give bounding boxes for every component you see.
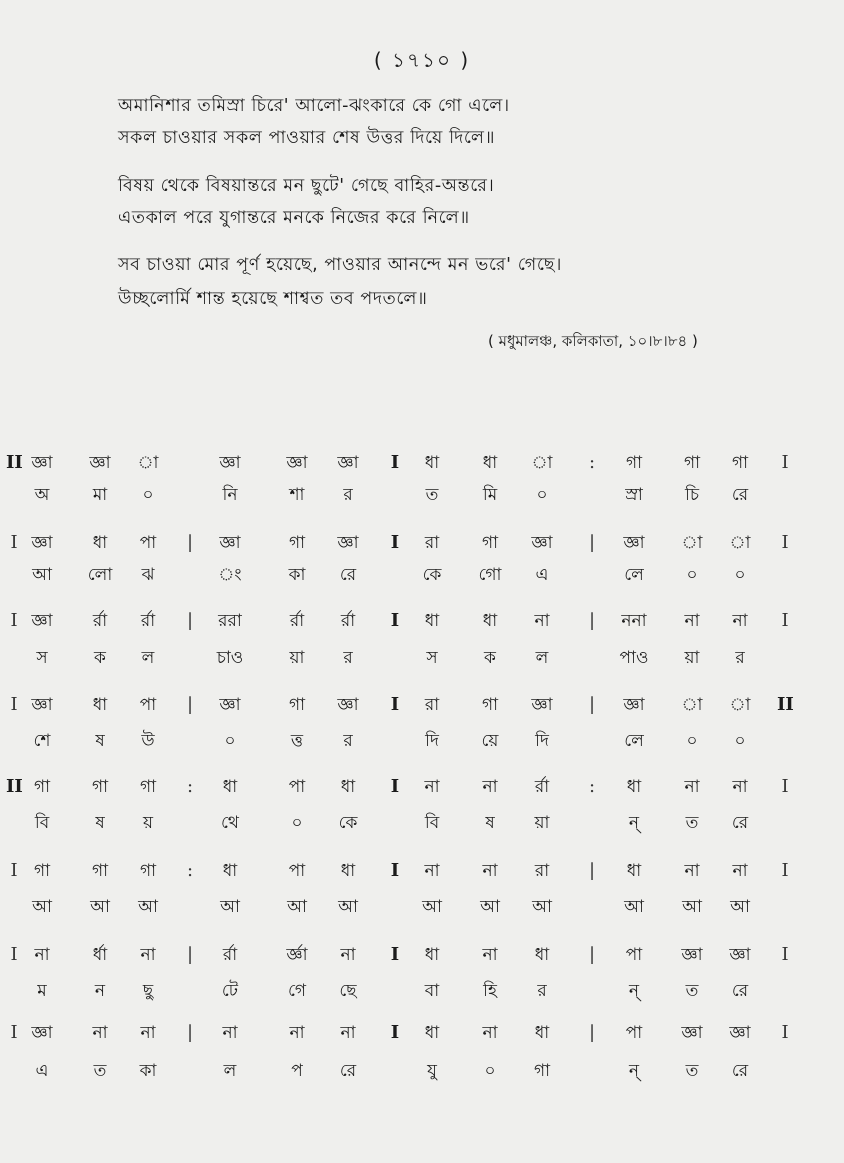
swara-note: ধা xyxy=(222,777,238,797)
swara-note: না xyxy=(424,777,440,797)
swara-note: রা xyxy=(534,861,550,881)
lyric-syllable: আ xyxy=(480,897,500,917)
swara-note: ধা xyxy=(534,1023,550,1043)
lyric-syllable: স xyxy=(426,648,438,668)
notation-lyric-row xyxy=(0,643,844,673)
swara-note: ধা xyxy=(92,533,108,553)
lyric-syllable: ম xyxy=(37,981,47,1001)
lyric-line: সব চাওয়া মোর পূর্ণ হয়েছে, পাওয়ার আনন্দে মন ভরে' গেছে। xyxy=(118,255,562,275)
swara-note: র্রা xyxy=(222,945,238,965)
lyric-syllable: আ xyxy=(220,897,240,917)
swara-note: না xyxy=(482,861,498,881)
lyric-syllable: মি xyxy=(482,485,498,505)
swara-note: ধা xyxy=(482,611,498,631)
swara-note: জ্ঞা xyxy=(681,1023,703,1043)
swara-note: া xyxy=(681,533,703,553)
beat-divider: | xyxy=(588,694,596,715)
swara-note: পা xyxy=(288,861,306,881)
lyric-syllable: ০ xyxy=(142,485,154,505)
swara-note: না xyxy=(92,1023,108,1043)
lyric-syllable: বি xyxy=(424,813,440,833)
open-bar-line: I xyxy=(10,1022,18,1043)
swara-note: জ্ঞা xyxy=(286,453,308,473)
lyric-syllable: র xyxy=(343,731,353,751)
lyric-syllable: আ xyxy=(32,565,52,585)
swara-note: গা xyxy=(683,453,701,473)
swara-note: না xyxy=(140,1023,156,1043)
lyric-line: অমানিশার তমিস্রা চিরে' আলো-ঝংকারে কে গো এলে। xyxy=(118,96,510,116)
swara-note: না xyxy=(684,611,700,631)
swara-note: র্রা xyxy=(534,777,550,797)
swara-note: জ্ঞা xyxy=(337,453,359,473)
lyric-syllable: আ xyxy=(532,897,552,917)
lyric-syllable: ল xyxy=(141,648,155,668)
lyric-syllable: আ xyxy=(730,897,750,917)
lyric-syllable: আ xyxy=(287,897,307,917)
swara-note: গা xyxy=(33,861,51,881)
open-bar-line: I xyxy=(10,610,18,631)
swara-note: গা xyxy=(33,777,51,797)
lyric-syllable: ক xyxy=(484,648,496,668)
lyric-syllable: ত xyxy=(685,813,699,833)
swara-note: না xyxy=(424,861,440,881)
swara-note: পা xyxy=(625,945,643,965)
swara-note: জ্ঞা xyxy=(31,533,53,553)
beat-divider: | xyxy=(588,944,596,965)
beat-divider: | xyxy=(186,694,194,715)
swara-note: পা xyxy=(625,1023,643,1043)
lyric-syllable: ত্ত xyxy=(290,731,304,751)
lyric-syllable: ত xyxy=(93,1061,107,1081)
swara-note: রা xyxy=(424,533,440,553)
lyric-syllable: কা xyxy=(139,1061,157,1081)
swara-note: না xyxy=(534,611,550,631)
swara-note: না xyxy=(34,945,50,965)
swara-note: ধা xyxy=(482,453,498,473)
swara-note: ধা xyxy=(534,945,550,965)
lyric-syllable: ক xyxy=(94,648,106,668)
notation-lyric-row xyxy=(0,808,844,838)
swara-note: ধা xyxy=(424,945,440,965)
lyric-syllable: রে xyxy=(339,565,357,585)
lyric-line: বিষয় থেকে বিষয়ান্তরে মন ছুটে' গেছে বাহির-অন্তরে। xyxy=(118,176,495,196)
lyric-syllable: র xyxy=(735,648,745,668)
lyric-syllable: য়ে xyxy=(481,731,499,751)
notation-row xyxy=(0,772,844,802)
lyric-syllable: রে xyxy=(339,1061,357,1081)
swara-note: না xyxy=(482,777,498,797)
lyric-syllable: ন্ xyxy=(628,813,640,833)
lyric-syllable: লে xyxy=(624,731,644,751)
close-bar-line: I xyxy=(781,860,789,881)
swara-note: না xyxy=(340,945,356,965)
swara-note: জ্ঞা xyxy=(531,695,553,715)
swara-note: জ্ঞা xyxy=(219,533,241,553)
lyric-syllable: র xyxy=(343,485,353,505)
lyric-syllable: অ xyxy=(34,485,50,505)
notation-lyric-row xyxy=(0,1056,844,1086)
swara-note: গা xyxy=(139,861,157,881)
lyric-syllable: ন xyxy=(94,981,106,1001)
lyric-syllable: দি xyxy=(425,731,439,751)
notation-row xyxy=(0,940,844,970)
swara-note: গা xyxy=(139,777,157,797)
beat-divider: | xyxy=(186,532,194,553)
lyric-syllable: ০ xyxy=(291,813,303,833)
swara-note: র্রা xyxy=(140,611,156,631)
lyric-syllable: শা xyxy=(289,485,305,505)
swara-note: না xyxy=(482,1023,498,1043)
swara-note: ররা xyxy=(218,611,242,631)
lyric-syllable: এ xyxy=(535,565,549,585)
lyric-syllable: ছু xyxy=(142,981,154,1001)
lyric-syllable: ষ xyxy=(95,813,105,833)
beat-divider: | xyxy=(588,860,596,881)
lyric-syllable: য়া xyxy=(534,813,550,833)
lyric-syllable: যু xyxy=(427,1061,437,1081)
swara-note: ধা xyxy=(424,1023,440,1043)
swara-note: না xyxy=(684,777,700,797)
open-bar-line: I xyxy=(10,944,18,965)
swara-note: গা xyxy=(288,695,306,715)
composition-credit: ( মধুমালঞ্চ, কলিকাতা, ১০।৮।৮৪ ) xyxy=(488,332,698,350)
beat-divider: : xyxy=(588,452,596,473)
lyric-syllable: আ xyxy=(338,897,358,917)
swara-note: জ্ঞা xyxy=(531,533,553,553)
swara-note: পা xyxy=(288,777,306,797)
swara-note: জ্ঞা xyxy=(623,533,645,553)
swara-note: ধা xyxy=(424,611,440,631)
lyric-syllable: নি xyxy=(222,485,238,505)
beat-divider: I xyxy=(390,1022,400,1043)
lyric-syllable: স xyxy=(36,648,48,668)
beat-divider: I xyxy=(390,532,400,553)
lyric-syllable: হি xyxy=(483,981,497,1001)
lyric-syllable: ত xyxy=(685,1061,699,1081)
swara-note: না xyxy=(732,861,748,881)
swara-note: ধা xyxy=(340,777,356,797)
lyric-syllable: রে xyxy=(731,1061,749,1081)
lyric-syllable: আ xyxy=(90,897,110,917)
lyric-syllable: উ xyxy=(141,731,155,751)
swara-note: না xyxy=(289,1023,305,1043)
swara-note: না xyxy=(222,1023,238,1043)
swara-note: পা xyxy=(139,533,157,553)
lyric-line: এতকাল পরে যুগান্তরে মনকে নিজের করে নিলে॥ xyxy=(118,208,470,228)
lyric-syllable: ং xyxy=(218,565,242,585)
lyric-syllable: স্রা xyxy=(625,485,643,505)
swara-note: না xyxy=(482,945,498,965)
lyric-syllable: ল xyxy=(223,1061,237,1081)
swara-note: জ্ঞা xyxy=(31,611,53,631)
close-bar-line: II xyxy=(777,694,794,715)
swara-note: জ্ঞা xyxy=(729,1023,751,1043)
swara-note: জ্ঞা xyxy=(623,695,645,715)
swara-note: না xyxy=(732,611,748,631)
beat-divider: I xyxy=(390,452,400,473)
notation-lyric-row xyxy=(0,726,844,756)
lyric-syllable: চাও xyxy=(216,648,244,668)
lyric-syllable: ত xyxy=(685,981,699,1001)
lyric-syllable: কা xyxy=(288,565,306,585)
swara-note: র্রা xyxy=(289,611,305,631)
lyric-syllable: চি xyxy=(684,485,700,505)
swara-note: ধা xyxy=(626,777,642,797)
lyric-syllable: র xyxy=(343,648,353,668)
swara-note: না xyxy=(732,777,748,797)
lyric-syllable: কে xyxy=(338,813,358,833)
swara-note: জ্ঞা xyxy=(337,533,359,553)
notation-row xyxy=(0,856,844,886)
lyric-syllable: আ xyxy=(422,897,442,917)
notation-row xyxy=(0,1018,844,1048)
swara-note: জ্ঞা xyxy=(219,695,241,715)
lyric-syllable: আ xyxy=(32,897,52,917)
lyric-syllable: ০ xyxy=(734,565,746,585)
swara-note: া xyxy=(137,453,159,473)
lyric-syllable: য়া xyxy=(289,648,305,668)
beat-divider: : xyxy=(186,776,194,797)
close-bar-line: I xyxy=(781,532,789,553)
lyric-syllable: ত xyxy=(425,485,439,505)
close-bar-line: I xyxy=(781,776,789,797)
beat-divider: | xyxy=(186,610,194,631)
beat-divider: I xyxy=(390,776,400,797)
swara-note: গা xyxy=(481,533,499,553)
swara-note: জ্ঞা xyxy=(219,453,241,473)
lyric-syllable: ছে xyxy=(339,981,357,1001)
lyric-syllable: গা xyxy=(533,1061,551,1081)
lyric-syllable: লে xyxy=(624,565,644,585)
notation-row xyxy=(0,528,844,558)
beat-divider: | xyxy=(588,1022,596,1043)
beat-divider: : xyxy=(588,776,596,797)
lyric-syllable: ০ xyxy=(734,731,746,751)
swara-note: জ্ঞা xyxy=(89,453,111,473)
beat-divider: | xyxy=(588,532,596,553)
lyric-syllable: ন্ xyxy=(628,981,640,1001)
lyric-syllable: রে xyxy=(731,485,749,505)
lyric-syllable: ন্ xyxy=(628,1061,640,1081)
swara-note: া xyxy=(531,453,553,473)
lyric-syllable: ল xyxy=(535,648,549,668)
swara-note: জ্ঞা xyxy=(31,453,53,473)
swara-note: জ্ঞা xyxy=(337,695,359,715)
swara-note: গা xyxy=(288,533,306,553)
beat-divider: | xyxy=(588,610,596,631)
swara-note: ধা xyxy=(222,861,238,881)
lyric-syllable: ঝ xyxy=(141,565,155,585)
beat-divider: | xyxy=(186,1022,194,1043)
open-bar-line: II xyxy=(6,776,23,797)
swara-note: না xyxy=(684,861,700,881)
swara-note: ধা xyxy=(626,861,642,881)
swara-note: গা xyxy=(481,695,499,715)
notation-lyric-row xyxy=(0,480,844,510)
song-number-title: ( ১৭১০ ) xyxy=(373,48,471,72)
beat-divider: I xyxy=(390,860,400,881)
lyric-syllable: গে xyxy=(287,981,307,1001)
swara-note: ননা xyxy=(621,611,647,631)
open-bar-line: I xyxy=(10,694,18,715)
beat-divider: : xyxy=(186,860,194,881)
swara-note: রা xyxy=(424,695,440,715)
swara-note: গা xyxy=(625,453,643,473)
beat-divider: I xyxy=(390,694,400,715)
notation-lyric-row xyxy=(0,560,844,590)
beat-divider: I xyxy=(390,944,400,965)
lyric-syllable: এ xyxy=(35,1061,49,1081)
swara-note: ধা xyxy=(92,695,108,715)
swara-note: জ্ঞা xyxy=(681,945,703,965)
lyric-syllable: পাও xyxy=(619,648,649,668)
swara-note: র্জ্ঞা xyxy=(286,945,308,965)
swara-note: ধা xyxy=(340,861,356,881)
notation-lyric-row xyxy=(0,976,844,1006)
notation-lyric-row xyxy=(0,892,844,922)
notation-row xyxy=(0,690,844,720)
lyric-syllable: ষ xyxy=(485,813,495,833)
swara-note: গা xyxy=(731,453,749,473)
close-bar-line: I xyxy=(781,452,789,473)
swara-note: পা xyxy=(139,695,157,715)
swara-note: া xyxy=(729,695,751,715)
swara-note: জ্ঞা xyxy=(31,1023,53,1043)
lyric-line: উচ্ছলোর্মি শান্ত হয়েছে শাশ্বত তব পদতলে॥ xyxy=(118,289,428,309)
lyric-syllable: ০ xyxy=(686,565,698,585)
lyric-syllable: ০ xyxy=(224,731,236,751)
lyric-syllable: থে xyxy=(221,813,239,833)
beat-divider: | xyxy=(186,944,194,965)
swara-note: ধা xyxy=(424,453,440,473)
swara-note: র্রা xyxy=(92,611,108,631)
lyric-syllable: লো xyxy=(87,565,113,585)
lyric-syllable: প xyxy=(291,1061,303,1081)
lyric-syllable: বা xyxy=(424,981,440,1001)
swara-note: া xyxy=(681,695,703,715)
lyric-syllable: আ xyxy=(138,897,158,917)
lyric-syllable: মা xyxy=(92,485,108,505)
swara-note: না xyxy=(140,945,156,965)
lyric-syllable: আ xyxy=(682,897,702,917)
lyric-syllable: র xyxy=(537,981,547,1001)
close-bar-line: I xyxy=(781,1022,789,1043)
swara-note: না xyxy=(340,1023,356,1043)
lyric-syllable: গো xyxy=(478,565,502,585)
notation-row xyxy=(0,606,844,636)
close-bar-line: I xyxy=(781,610,789,631)
swara-note: র্রা xyxy=(340,611,356,631)
lyric-syllable: কে xyxy=(422,565,442,585)
lyric-syllable: দি xyxy=(535,731,549,751)
lyric-syllable: রে xyxy=(731,813,749,833)
swara-note: গা xyxy=(91,777,109,797)
swara-note: গা xyxy=(91,861,109,881)
lyric-syllable: শে xyxy=(33,731,51,751)
lyric-syllable: ০ xyxy=(686,731,698,751)
lyric-syllable: ০ xyxy=(484,1061,496,1081)
swara-note: জ্ঞা xyxy=(729,945,751,965)
lyric-syllable: য় xyxy=(142,813,153,833)
open-bar-line: I xyxy=(10,532,18,553)
lyric-line: সকল চাওয়ার সকল পাওয়ার শেষ উত্তর দিয়ে দিলে॥ xyxy=(118,128,496,148)
swara-note: র্ধা xyxy=(92,945,108,965)
lyric-syllable: য়া xyxy=(684,648,700,668)
open-bar-line: I xyxy=(10,860,18,881)
swara-note: জ্ঞা xyxy=(31,695,53,715)
lyric-syllable: টে xyxy=(221,981,239,1001)
lyric-syllable: আ xyxy=(624,897,644,917)
beat-divider: I xyxy=(390,610,400,631)
lyric-syllable: ষ xyxy=(95,731,105,751)
lyric-syllable: ০ xyxy=(536,485,548,505)
notation-row xyxy=(0,448,844,478)
swara-note: া xyxy=(729,533,751,553)
close-bar-line: I xyxy=(781,944,789,965)
lyric-syllable: বি xyxy=(34,813,50,833)
open-bar-line: II xyxy=(6,452,23,473)
lyric-syllable: রে xyxy=(731,981,749,1001)
